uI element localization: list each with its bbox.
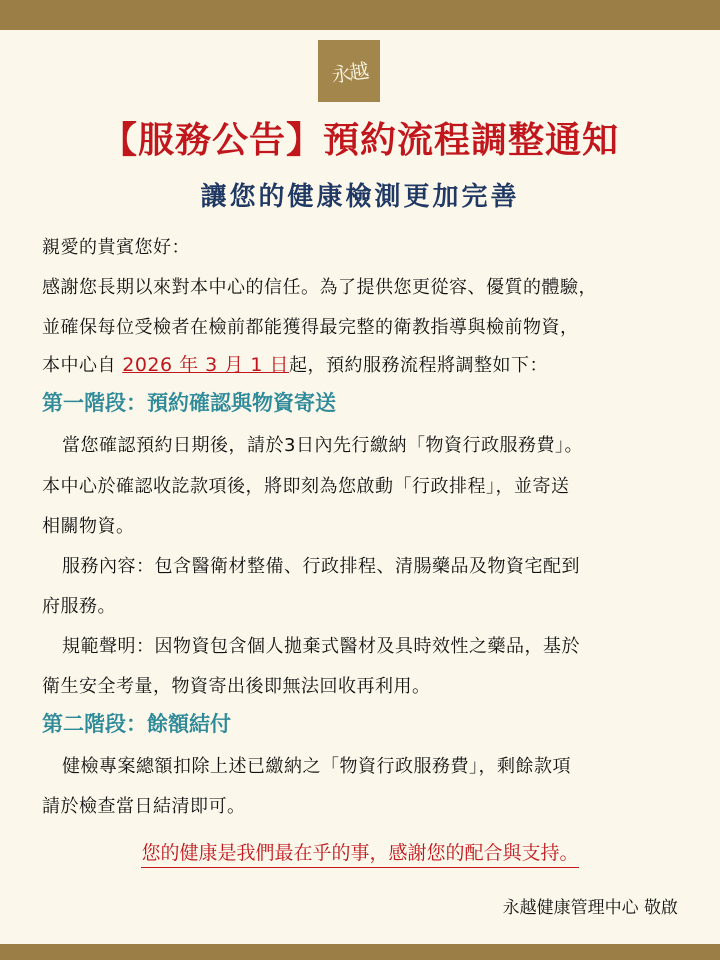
stage-1-service-content-line-1: 服務內容：包含醫衛材整備、行政排程、清腸藥品及物資宅配到 <box>62 556 580 577</box>
stage-1-service-content-line-2: 府服務。 <box>42 596 116 617</box>
intro-line-3 <box>42 350 548 377</box>
stage-1-paragraph-1-line-1: 當您確認預約日期後，請於3日內先行繳納「物資行政服務費」。 <box>62 435 583 456</box>
effective-date: 2026 年 3 月 1 日 <box>122 354 289 376</box>
top-decorative-bar <box>0 0 720 30</box>
bottom-decorative-bar <box>0 944 720 960</box>
closing-statement <box>0 838 720 865</box>
stage-1-policy-line-1: 規範聲明：因物資包含個人拋棄式醫材及具時效性之藥品，基於 <box>62 636 580 657</box>
stage-1-paragraph-1-line-2: 本中心於確認收訖款項後，將即刻為您啟動「行政排程」，並寄送 <box>42 476 570 497</box>
intro-line-3-suffix: 起，預約服務流程將調整如下： <box>288 355 548 376</box>
stage-1-paragraph-1-line-3: 相關物資。 <box>42 516 135 537</box>
announcement-title: 【服務公告】預約流程調整通知 <box>100 120 619 161</box>
intro-line-3-prefix: 本中心自 <box>42 355 123 376</box>
intro-line-1: 感謝您長期以來對本中心的信任。為了提供您更從容、優質的體驗， <box>42 277 597 298</box>
stage-2-paragraph-line-1: 健檢專案總額扣除上述已繳納之「物資行政服務費」，剩餘款項 <box>62 756 571 777</box>
stage-1-heading: 第一階段：預約確認與物資寄送 <box>42 391 336 415</box>
announcement-subtitle: 讓您的健康檢測更加完善 <box>200 182 520 212</box>
closing-statement-text: 您的健康是我們最在乎的事，感謝您的配合與支持。 <box>141 842 578 868</box>
stage-1-policy-line-2: 衛生安全考量，物資寄出後即無法回收再利用。 <box>42 676 431 697</box>
intro-line-2: 並確保每位受檢者在檢前都能獲得最完整的衛教指導與檢前物資， <box>42 317 579 338</box>
brand-logo <box>318 40 380 102</box>
greeting: 親愛的貴賓您好： <box>42 237 190 258</box>
brand-logo-text: 永越 <box>329 58 369 87</box>
stage-2-heading: 第二階段：餘額結付 <box>42 712 231 736</box>
stage-2-paragraph-line-2: 請於檢查當日結清即可。 <box>42 796 246 817</box>
signature: 永越健康管理中心 敬啟 <box>502 898 678 918</box>
